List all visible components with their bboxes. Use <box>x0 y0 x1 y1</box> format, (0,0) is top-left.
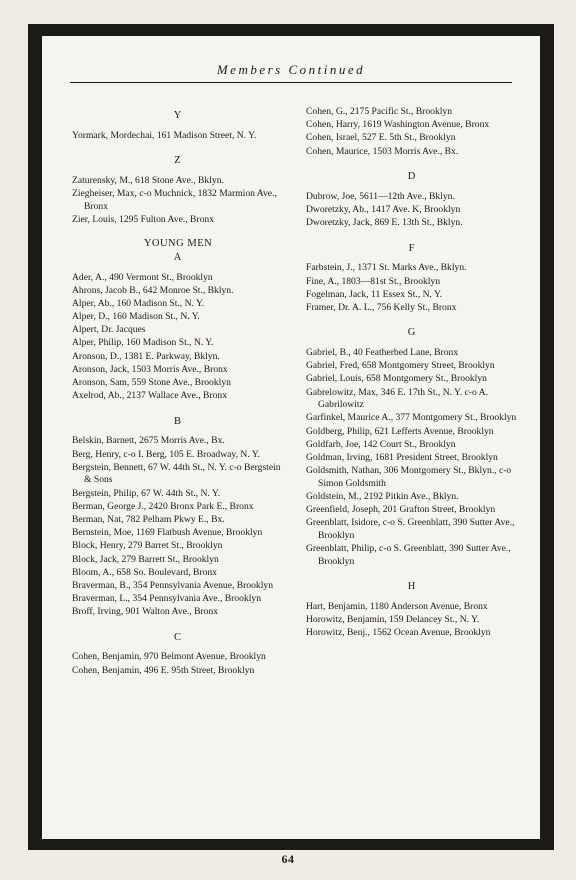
member-entry: Framer, Dr. A. L., 756 Kelly St., Bronx <box>306 301 457 313</box>
directory-section <box>306 581 518 640</box>
member-entry: Broff, Irving, 901 Walton Ave., Bronx <box>72 606 219 618</box>
member-entry: Fogelman, Jack, 11 Essex St., N. Y. <box>306 288 443 300</box>
member-entry: Zier, Louis, 1295 Fulton Ave., Bronx <box>72 213 215 225</box>
member-entry: Goldstein, M., 2192 Pitkin Ave., Bklyn. <box>306 490 459 502</box>
member-entry: Bernstein, Moe, 1169 Flatbush Avenue, Brooklyn <box>72 527 263 539</box>
member-entry: Alpert, Dr. Jacques <box>72 324 146 336</box>
member-entry: Gabriel, Louis, 658 Montgomery St., Brooklyn <box>306 373 487 385</box>
right-column <box>306 106 518 640</box>
member-entry: Dubrow, Joe, 5611—12th Ave., Bklyn. <box>306 190 455 202</box>
page-header: Members Continued <box>216 62 366 77</box>
directory-section <box>306 171 518 230</box>
page-number: 64 <box>281 852 295 866</box>
left-column <box>72 106 284 678</box>
member-entry: Block, Jack, 279 Barrett St., Brooklyn <box>72 553 219 565</box>
member-entry: Ahrons, Jacob B., 642 Monroe St., Bklyn. <box>72 284 234 296</box>
directory-section <box>306 106 518 158</box>
member-entry: Dworetzky, Jack, 869 E. 13th St., Bklyn. <box>306 217 463 229</box>
member-entry: Aronson, Jack, 1503 Morris Ave., Bronx <box>72 363 228 375</box>
member-entry: Belskin, Barnett, 2675 Morris Ave., Bx. <box>72 435 225 447</box>
page-panel <box>41 35 541 840</box>
member-entry: Bergstein, Bennett, 67 W. 44th St., N. Y. c-o Bergstein & Sons <box>72 461 281 486</box>
member-entry: Greenblatt, Philip, c-o S. Greenblatt, 390 Sutter Ave., Brooklyn <box>306 543 511 567</box>
member-entry: Axelrod, Ab., 2137 Wallace Ave., Bronx <box>72 390 228 402</box>
member-entry: Dworetzky, Ab., 1417 Ave. K, Brooklyn <box>306 203 461 215</box>
member-entry: Berman, George J., 2420 Bronx Park E., Bronx <box>72 500 254 512</box>
member-entry: Goldberg, Philip, 621 Lefferts Avenue, Brooklyn <box>306 425 494 437</box>
member-entry: Aronson, D., 1381 E. Parkway, Bklyn. <box>72 350 220 362</box>
member-entry: Yormark, Mordechai, 161 Madison Street, N. Y. <box>72 129 257 141</box>
section-letter: Z <box>174 155 182 167</box>
directory-section <box>72 110 284 142</box>
member-entry: Alper, D., 160 Madison St., N. Y. <box>72 311 200 323</box>
member-entry: Zaturensky, M., 618 Stone Ave., Bklyn. <box>72 174 224 186</box>
member-entry: Bergstein, Philip, 67 W. 44th St., N. Y. <box>72 487 221 499</box>
section-letter: G <box>407 327 417 339</box>
directory-section <box>306 243 518 315</box>
member-entry: Goldsmith, Nathan, 306 Montgomery St., Bklyn., c-o Simon Goldsmith <box>306 465 512 489</box>
member-entry: Ziegheiser, Max, c-o Muchnick, 1832 Marmion Ave., Bronx <box>72 187 277 212</box>
section-letter: C <box>173 631 182 643</box>
member-entry: Cohen, Israel, 527 E. 5th St., Brooklyn <box>306 132 456 144</box>
member-entry: Berman, Nat, 782 Pelham Pkwy E., Bx. <box>72 513 225 525</box>
member-entry: Gabriel, B., 40 Featherbed Lane, Bronx <box>306 347 459 359</box>
section-letter: Y <box>173 110 183 121</box>
directory-section <box>72 416 284 619</box>
member-entry: Cohen, Benjamin, 970 Belmont Avenue, Brooklyn <box>72 651 266 663</box>
member-entry: Horowitz, Benjamin, 159 Delancey St., N. Y. <box>306 614 480 626</box>
section-letter: F <box>408 242 416 254</box>
member-entry: Horowitz, Benj., 1562 Ocean Avenue, Brooklyn <box>306 627 491 639</box>
member-entry: Cohen, Harry, 1619 Washington Avenue, Bronx <box>306 119 490 131</box>
member-entry: Gabrelowitz, Max, 346 E. 17th St., N. Y. c-o A. Gabrilowitz <box>306 386 488 411</box>
member-entry: Gabriel, Fred, 658 Montgomery Street, Brooklyn <box>306 360 495 372</box>
directory-section <box>72 632 284 677</box>
member-entry: Cohen, G., 2175 Pacific St., Brooklyn <box>306 106 453 117</box>
member-entry: Alper, Philip, 160 Madison St., N. Y. <box>72 337 214 349</box>
directory-section <box>306 327 518 568</box>
section-letter: H <box>407 581 417 593</box>
member-entry: Alper, Ab., 160 Madison St., N. Y. <box>72 297 205 309</box>
member-entry: Cohen, Maurice, 1503 Morris Ave., Bx. <box>306 145 459 157</box>
member-entry: Bloom, A., 658 So. Boulevard, Bronx <box>72 566 217 578</box>
member-entry: Hart, Benjamin, 1180 Anderson Avenue, Bronx <box>306 600 488 612</box>
directory-section <box>72 238 284 402</box>
member-entry: Farbstein, J., 1371 St. Marks Ave., Bklyn. <box>306 262 467 274</box>
section-letter: A <box>173 251 183 263</box>
member-entry: Braverman, B., 354 Pennsylvania Avenue, Brooklyn <box>72 579 273 591</box>
section-letter: D <box>407 171 417 183</box>
member-entry: Goldman, Irving, 1681 President Street, Brooklyn <box>306 451 498 463</box>
member-entry: Greenblatt, Isidore, c-o S. Greenblatt, 390 Sutter Ave., Brooklyn <box>306 517 515 541</box>
member-entry: Block, Henry, 279 Barret St., Brooklyn <box>72 540 223 552</box>
directory-section <box>72 155 284 226</box>
member-entry: Fine, A., 1803—81st St., Brooklyn <box>306 275 441 287</box>
member-entry: Braverman, L., 354 Pennsylvania Ave., Brooklyn <box>72 593 261 605</box>
member-entry: Garfinkel, Maurice A., 377 Montgomery St., Brooklyn <box>306 412 517 424</box>
member-entry: Greenfield, Joseph, 201 Grafton Street, Brooklyn <box>306 504 496 516</box>
group-heading: YOUNG MEN <box>143 238 213 250</box>
member-entry: Ader, A., 490 Vermont St., Brooklyn <box>72 271 213 283</box>
member-entry: Berg, Henry, c-o I. Berg, 105 E. Broadway, N. Y. <box>72 448 260 460</box>
section-letter: B <box>173 415 182 427</box>
member-entry: Goldfarb, Joe, 142 Court St., Brooklyn <box>306 438 456 450</box>
member-entry: Cohen, Benjamin, 496 E. 95th Street, Brooklyn <box>72 664 255 676</box>
header-rule <box>70 82 512 83</box>
member-entry: Aronson, Sam, 559 Stone Ave., Brooklyn <box>72 377 231 389</box>
